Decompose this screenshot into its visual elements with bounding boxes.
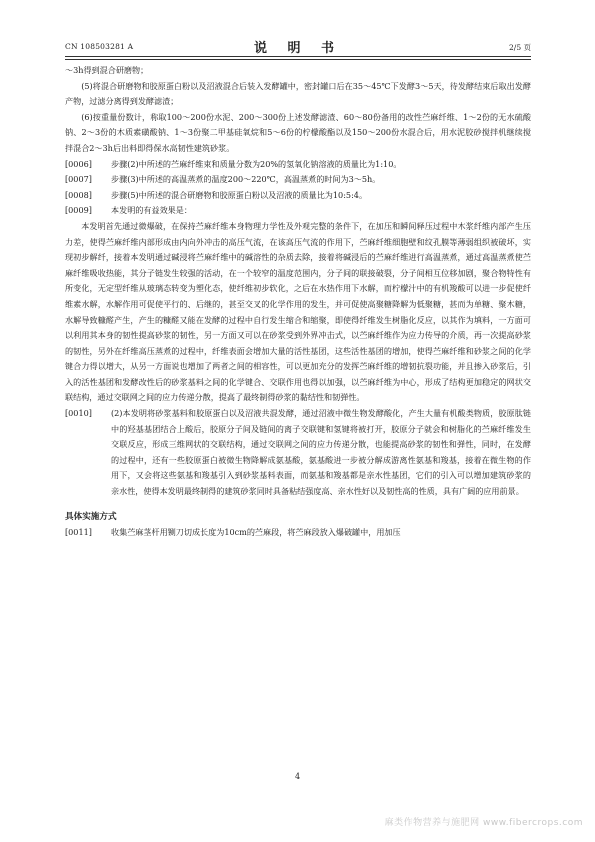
step-5-text: (5)将混合研磨物和胶原蛋白粉以及沼液混合后装入发酵罐中，密封罐口后在35～45℃下发酵3～5天，待发酵结束后取出发酵产物，过滤分离得到发酵滤渣； (65, 80, 531, 107)
paragraph-0008 (65, 188, 531, 204)
site-watermark: 麻类作物营养与施肥网 www.fibercrops.com (384, 818, 583, 828)
paragraph-number: [0006] (65, 158, 92, 169)
paragraph-text: 本发明的有益效果是： (111, 205, 192, 216)
paragraph-number: [0009] (65, 205, 92, 216)
paragraph-0006 (65, 157, 531, 173)
paragraph-text: 步骤(3)中所述的高温蒸煮的温度200～220℃，高温蒸煮的时间为3～5h。 (111, 174, 381, 185)
paragraph-text: 收集苎麻茎杆用铡刀切成长度为10cm的苎麻段，将苎麻段放入爆破罐中，用加压 (111, 527, 401, 538)
paragraph-text: (2)本发明将砂浆基料和胶原蛋白以及沼液共混发酵，通过沼液中微生物发酵酸化，产生大量有机酸类物质，胶原肽链中的羟基基团结合上酸后，胶原分子间及链间的离子交联键和氢键将被打开，胶原分子就会和树脂化的苎麻纤维发生交联反应，形成三维网状的交联结构，通过交联网之间的应力传递分散，也能提高砂浆的韧性和弹性，同时，在发酵的过程中，还有一些胶原蛋白被微生物降解成氨基酸，氨基酸进一步被分解成游离性氨基和羧基，接着在微生物的作用下，又会将这些氨基和羧基引入到砂浆基料表面，而氨基和羧基都是亲水性基团，它们的引入可以增加建筑砂浆的亲水性，使得本发明最终制得的建筑砂浆同时具备粘结强度高、亲水性好以及韧性高的性质，具有广阔的应用前景。 (111, 408, 531, 497)
paragraph-0011 (65, 525, 531, 541)
patent-number: CN 108503281 A (65, 42, 134, 51)
paragraph-0009 (65, 203, 531, 219)
paragraph-number: [0008] (65, 189, 92, 200)
header-rule-thick (65, 56, 531, 57)
document-body (65, 63, 531, 541)
paragraph-number: [0007] (65, 174, 92, 185)
paragraph-text: 步骤(2)中所述的苎麻纤维束和质量分数为20%的氢氧化钠溶液的质量比为1:10。 (111, 158, 402, 169)
page-number: 4 (294, 772, 301, 781)
section-title: 具体实施方式 (65, 511, 117, 522)
section-spacer (65, 500, 531, 510)
paragraph-0010 (65, 406, 531, 500)
paragraph-number: [0010] (65, 408, 92, 419)
paragraph-0007 (65, 172, 531, 188)
page-of-count: 2/5 页 (509, 43, 531, 52)
header-rule-thin (65, 59, 531, 60)
paragraph-text: 步骤(5)中所述的混合研磨物和胶原蛋白粉以及沼液的质量比为10:5:4。 (111, 189, 368, 200)
step-6-text: (6)按重量份数计，称取100～200份水泥、200～300份上述发酵滤渣、60～80份备用的改性苎麻纤维、1～2份的无水硫酸钠、2～3份的木质素磺酸钠、1～3份聚二甲基硅氧烷和5～6份的柠檬酸酯以及150～200份水混合后，用水泥胶砂搅拌机继续搅拌混合2～3h后出料即得保水高韧性建筑砂浆。 (65, 111, 531, 153)
benefit-paragraph-1: 本发明首先通过微爆破，在保持苎麻纤维本身物理力学性及外观完整的条件下，在加压和瞬间释压过程中木浆纤维内部产生压力差，使得苎麻纤维内部形成由内向外冲击的高压气流，在该高压气流的作用下，苎麻纤维细胞壁和纹孔膜等薄弱组织被破坏，实现初步解纤，接着本发明通过碱浸将苎麻纤维中的碱溶性的杂质去除，接着将碱浸后的苎麻纤维进行高温蒸煮，通过高温蒸煮使苎麻纤维吸收热能，其分子链发生较强的活动，在一个较窄的温度范围内，分子间的联接破裂，分子间相互位移加剧，聚合物特性有所变化，无定型纤维从玻璃态转变为塑化态，使纤维初步软化，之后在水热作用下水解，而柠檬汁中的有机羧酸可以进一步促使纤维素水解，水解作用可促使平行的、后继的，甚至交叉的化学作用的发生，并可促使高聚糖降解为低聚糖，甚而为单糖、聚木糖，水解导致糠醛产生，产生的糠醛又能在发酵的过程中自行发生缩合和缩聚，即使得纤维发生树脂化反应，以其作为填料，一方面可以利用其本身的韧性提高砂浆的韧性，另一方面又可以在砂浆受到外界冲击式，以苎麻纤维作为应力传导的介质，再一次提高砂浆的韧性，另外在纤维高压蒸煮的过程中，纤维表面会增加大量的活性基团，这些活性基团的增加，使得苎麻纤维和砂浆之间的化学键合力得以增大，从另一方面说也增加了两者之间的相容性，可以更加充分的发挥苎麻纤维的增韧抗裂功能，并且掺入砂浆后，引入的活性基团和发酵改性后的砂浆基料之间的化学键合、交联作用也得以加强，以苎麻纤维为中心，形成了结构更加稳定的网状交联结构，通过交联网之间的应力传递分散，提高了最终制得砂浆的黏结性和韧弹性。 (65, 220, 531, 403)
paragraph-number: [0011] (65, 527, 92, 538)
document-type-title: 说 明 书 (253, 41, 343, 56)
page-header (65, 36, 531, 56)
continued-line: ～3h得到混合研磨物； (65, 65, 149, 75)
